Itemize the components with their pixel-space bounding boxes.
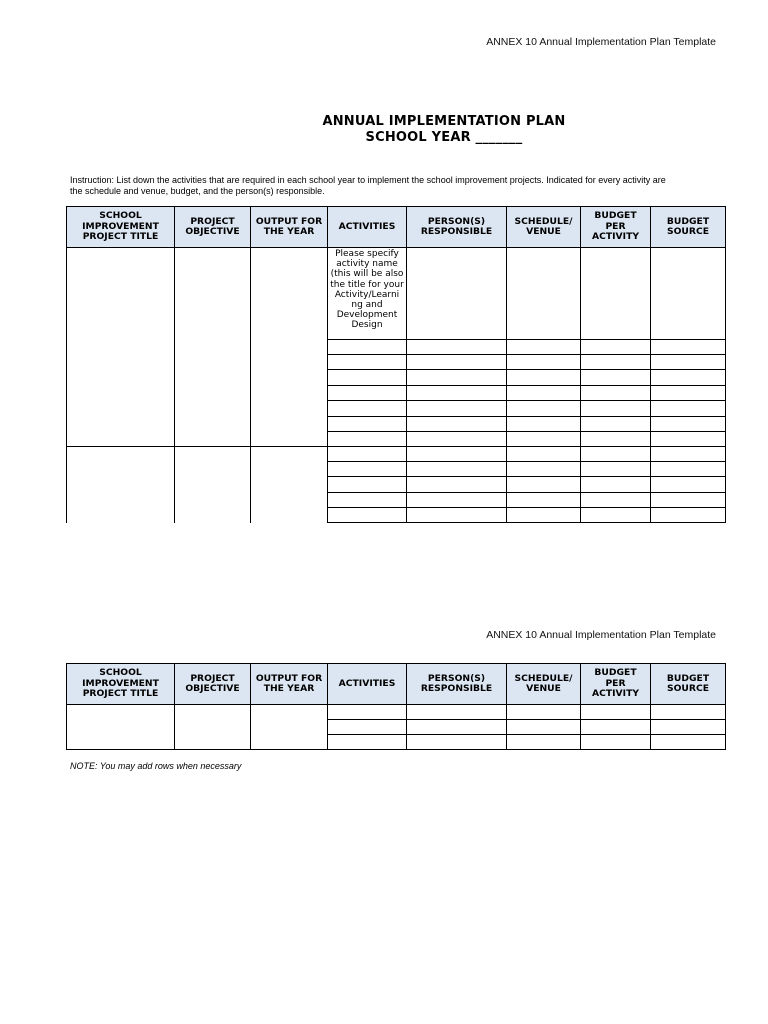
cell-persons[interactable] <box>407 735 507 750</box>
cell-activity[interactable] <box>328 355 407 370</box>
cell-budget-source[interactable] <box>651 735 726 750</box>
cell-budget[interactable] <box>581 248 651 340</box>
cell-activity[interactable] <box>328 370 407 386</box>
col-project-objective: PROJECT OBJECTIVE <box>175 207 251 248</box>
cell-budget[interactable] <box>581 355 651 370</box>
col-budget-source: BUDGET SOURCE <box>651 207 726 248</box>
note-text: NOTE: You may add rows when necessary <box>70 761 242 771</box>
cell-schedule[interactable] <box>507 370 581 386</box>
cell-persons[interactable] <box>407 340 507 355</box>
cell-budget[interactable] <box>581 735 651 750</box>
cell-schedule[interactable] <box>507 401 581 417</box>
col-output-for-the-year: OUTPUT FOR THE YEAR <box>251 664 328 705</box>
cell-budget[interactable] <box>581 508 651 523</box>
cell-schedule[interactable] <box>507 432 581 447</box>
cell-project-title[interactable] <box>67 248 175 447</box>
cell-persons[interactable] <box>407 401 507 417</box>
cell-persons[interactable] <box>407 493 507 508</box>
cell-activity[interactable] <box>328 508 407 523</box>
cell-budget-source[interactable] <box>651 493 726 508</box>
cell-budget[interactable] <box>581 462 651 477</box>
cell-project-title[interactable] <box>67 447 175 523</box>
cell-persons[interactable] <box>407 355 507 370</box>
col-output-for-the-year: OUTPUT FOR THE YEAR <box>251 207 328 248</box>
cell-schedule[interactable] <box>507 462 581 477</box>
cell-activity[interactable] <box>328 720 407 735</box>
cell-schedule[interactable] <box>507 417 581 432</box>
table-row <box>67 447 726 462</box>
cell-activity[interactable] <box>328 417 407 432</box>
cell-schedule[interactable] <box>507 248 581 340</box>
cell-budget[interactable] <box>581 493 651 508</box>
cell-output[interactable] <box>251 248 328 447</box>
cell-budget-source[interactable] <box>651 508 726 523</box>
cell-budget-source[interactable] <box>651 462 726 477</box>
cell-output[interactable] <box>251 447 328 523</box>
cell-activity[interactable] <box>328 340 407 355</box>
cell-persons[interactable] <box>407 417 507 432</box>
cell-budget-source[interactable] <box>651 340 726 355</box>
table-row <box>67 705 726 720</box>
cell-budget-source[interactable] <box>651 477 726 493</box>
cell-schedule[interactable] <box>507 386 581 401</box>
cell-persons[interactable] <box>407 462 507 477</box>
cell-budget[interactable] <box>581 401 651 417</box>
cell-budget-source[interactable] <box>651 720 726 735</box>
cell-project-objective[interactable] <box>175 248 251 447</box>
cell-budget-source[interactable] <box>651 386 726 401</box>
cell-budget[interactable] <box>581 370 651 386</box>
cell-activity[interactable] <box>328 432 407 447</box>
cell-schedule[interactable] <box>507 477 581 493</box>
cell-schedule[interactable] <box>507 508 581 523</box>
activity-hint-text: Please specify activity name (this will be also the title for your Activity/Learni ng and Development Design <box>330 249 404 331</box>
cell-schedule[interactable] <box>507 355 581 370</box>
cell-budget-source[interactable] <box>651 705 726 720</box>
cell-activity[interactable] <box>328 705 407 720</box>
cell-activity[interactable] <box>328 386 407 401</box>
col-activities: ACTIVITIES <box>328 207 407 248</box>
cell-persons[interactable] <box>407 477 507 493</box>
cell-activity[interactable] <box>328 248 407 340</box>
col-persons-responsible: PERSON(S) RESPONSIBLE <box>407 207 507 248</box>
cell-persons[interactable] <box>407 432 507 447</box>
col-school-improvement-project-title: SCHOOL IMPROVEMENT PROJECT TITLE <box>67 207 175 248</box>
cell-budget[interactable] <box>581 705 651 720</box>
cell-budget-source[interactable] <box>651 370 726 386</box>
col-budget-per-activity: BUDGET PER ACTIVITY <box>581 664 651 705</box>
cell-project-objective[interactable] <box>175 705 251 750</box>
cell-schedule[interactable] <box>507 493 581 508</box>
table-row <box>67 248 726 340</box>
cell-budget[interactable] <box>581 477 651 493</box>
col-activities: ACTIVITIES <box>328 664 407 705</box>
cell-activity[interactable] <box>328 477 407 493</box>
col-schedule-venue: SCHEDULE/ VENUE <box>507 664 581 705</box>
cell-schedule[interactable] <box>507 720 581 735</box>
implementation-plan-table-continued <box>66 663 726 750</box>
cell-schedule[interactable] <box>507 447 581 462</box>
annex-label: ANNEX 10 Annual Implementation Plan Template <box>486 36 716 48</box>
cell-persons[interactable] <box>407 370 507 386</box>
col-school-improvement-project-title: SCHOOL IMPROVEMENT PROJECT TITLE <box>67 664 175 705</box>
school-year-line: SCHOOL YEAR _______ <box>365 130 523 145</box>
cell-persons[interactable] <box>407 720 507 735</box>
cell-project-title[interactable] <box>67 705 175 750</box>
cell-activity[interactable] <box>328 401 407 417</box>
cell-budget[interactable] <box>581 432 651 447</box>
cell-persons[interactable] <box>407 508 507 523</box>
cell-persons[interactable] <box>407 447 507 462</box>
col-budget-source: BUDGET SOURCE <box>651 664 726 705</box>
cell-budget-source[interactable] <box>651 447 726 462</box>
cell-budget-source[interactable] <box>651 355 726 370</box>
cell-budget-source[interactable] <box>651 432 726 447</box>
cell-activity[interactable] <box>328 493 407 508</box>
cell-output[interactable] <box>251 705 328 750</box>
cell-persons[interactable] <box>407 705 507 720</box>
instruction-text: Instruction: List down the activities that are required in each school year to implement the school improvement projects. Indicated for every activity are the schedule and venue, budget, and the person(s) responsible. <box>70 175 666 196</box>
cell-project-objective[interactable] <box>175 447 251 523</box>
cell-activity[interactable] <box>328 735 407 750</box>
cell-budget[interactable] <box>581 340 651 355</box>
cell-schedule[interactable] <box>507 340 581 355</box>
cell-activity[interactable] <box>328 447 407 462</box>
cell-persons[interactable] <box>407 248 507 340</box>
col-project-objective: PROJECT OBJECTIVE <box>175 664 251 705</box>
cell-schedule[interactable] <box>507 735 581 750</box>
annex-label-page2: ANNEX 10 Annual Implementation Plan Template <box>486 629 716 641</box>
table-header-row <box>67 664 726 705</box>
col-schedule-venue: SCHEDULE/ VENUE <box>507 207 581 248</box>
cell-budget[interactable] <box>581 417 651 432</box>
cell-budget[interactable] <box>581 720 651 735</box>
cell-budget[interactable] <box>581 386 651 401</box>
cell-budget-source[interactable] <box>651 401 726 417</box>
cell-budget[interactable] <box>581 447 651 462</box>
implementation-plan-table <box>66 206 726 523</box>
page-title: ANNUAL IMPLEMENTATION PLAN <box>322 114 566 129</box>
title-block <box>0 114 768 146</box>
cell-schedule[interactable] <box>507 705 581 720</box>
cell-budget-source[interactable] <box>651 248 726 340</box>
table-header-row <box>67 207 726 248</box>
cell-budget-source[interactable] <box>651 417 726 432</box>
col-budget-per-activity: BUDGET PER ACTIVITY <box>581 207 651 248</box>
cell-activity[interactable] <box>328 462 407 477</box>
cell-persons[interactable] <box>407 386 507 401</box>
col-persons-responsible: PERSON(S) RESPONSIBLE <box>407 664 507 705</box>
